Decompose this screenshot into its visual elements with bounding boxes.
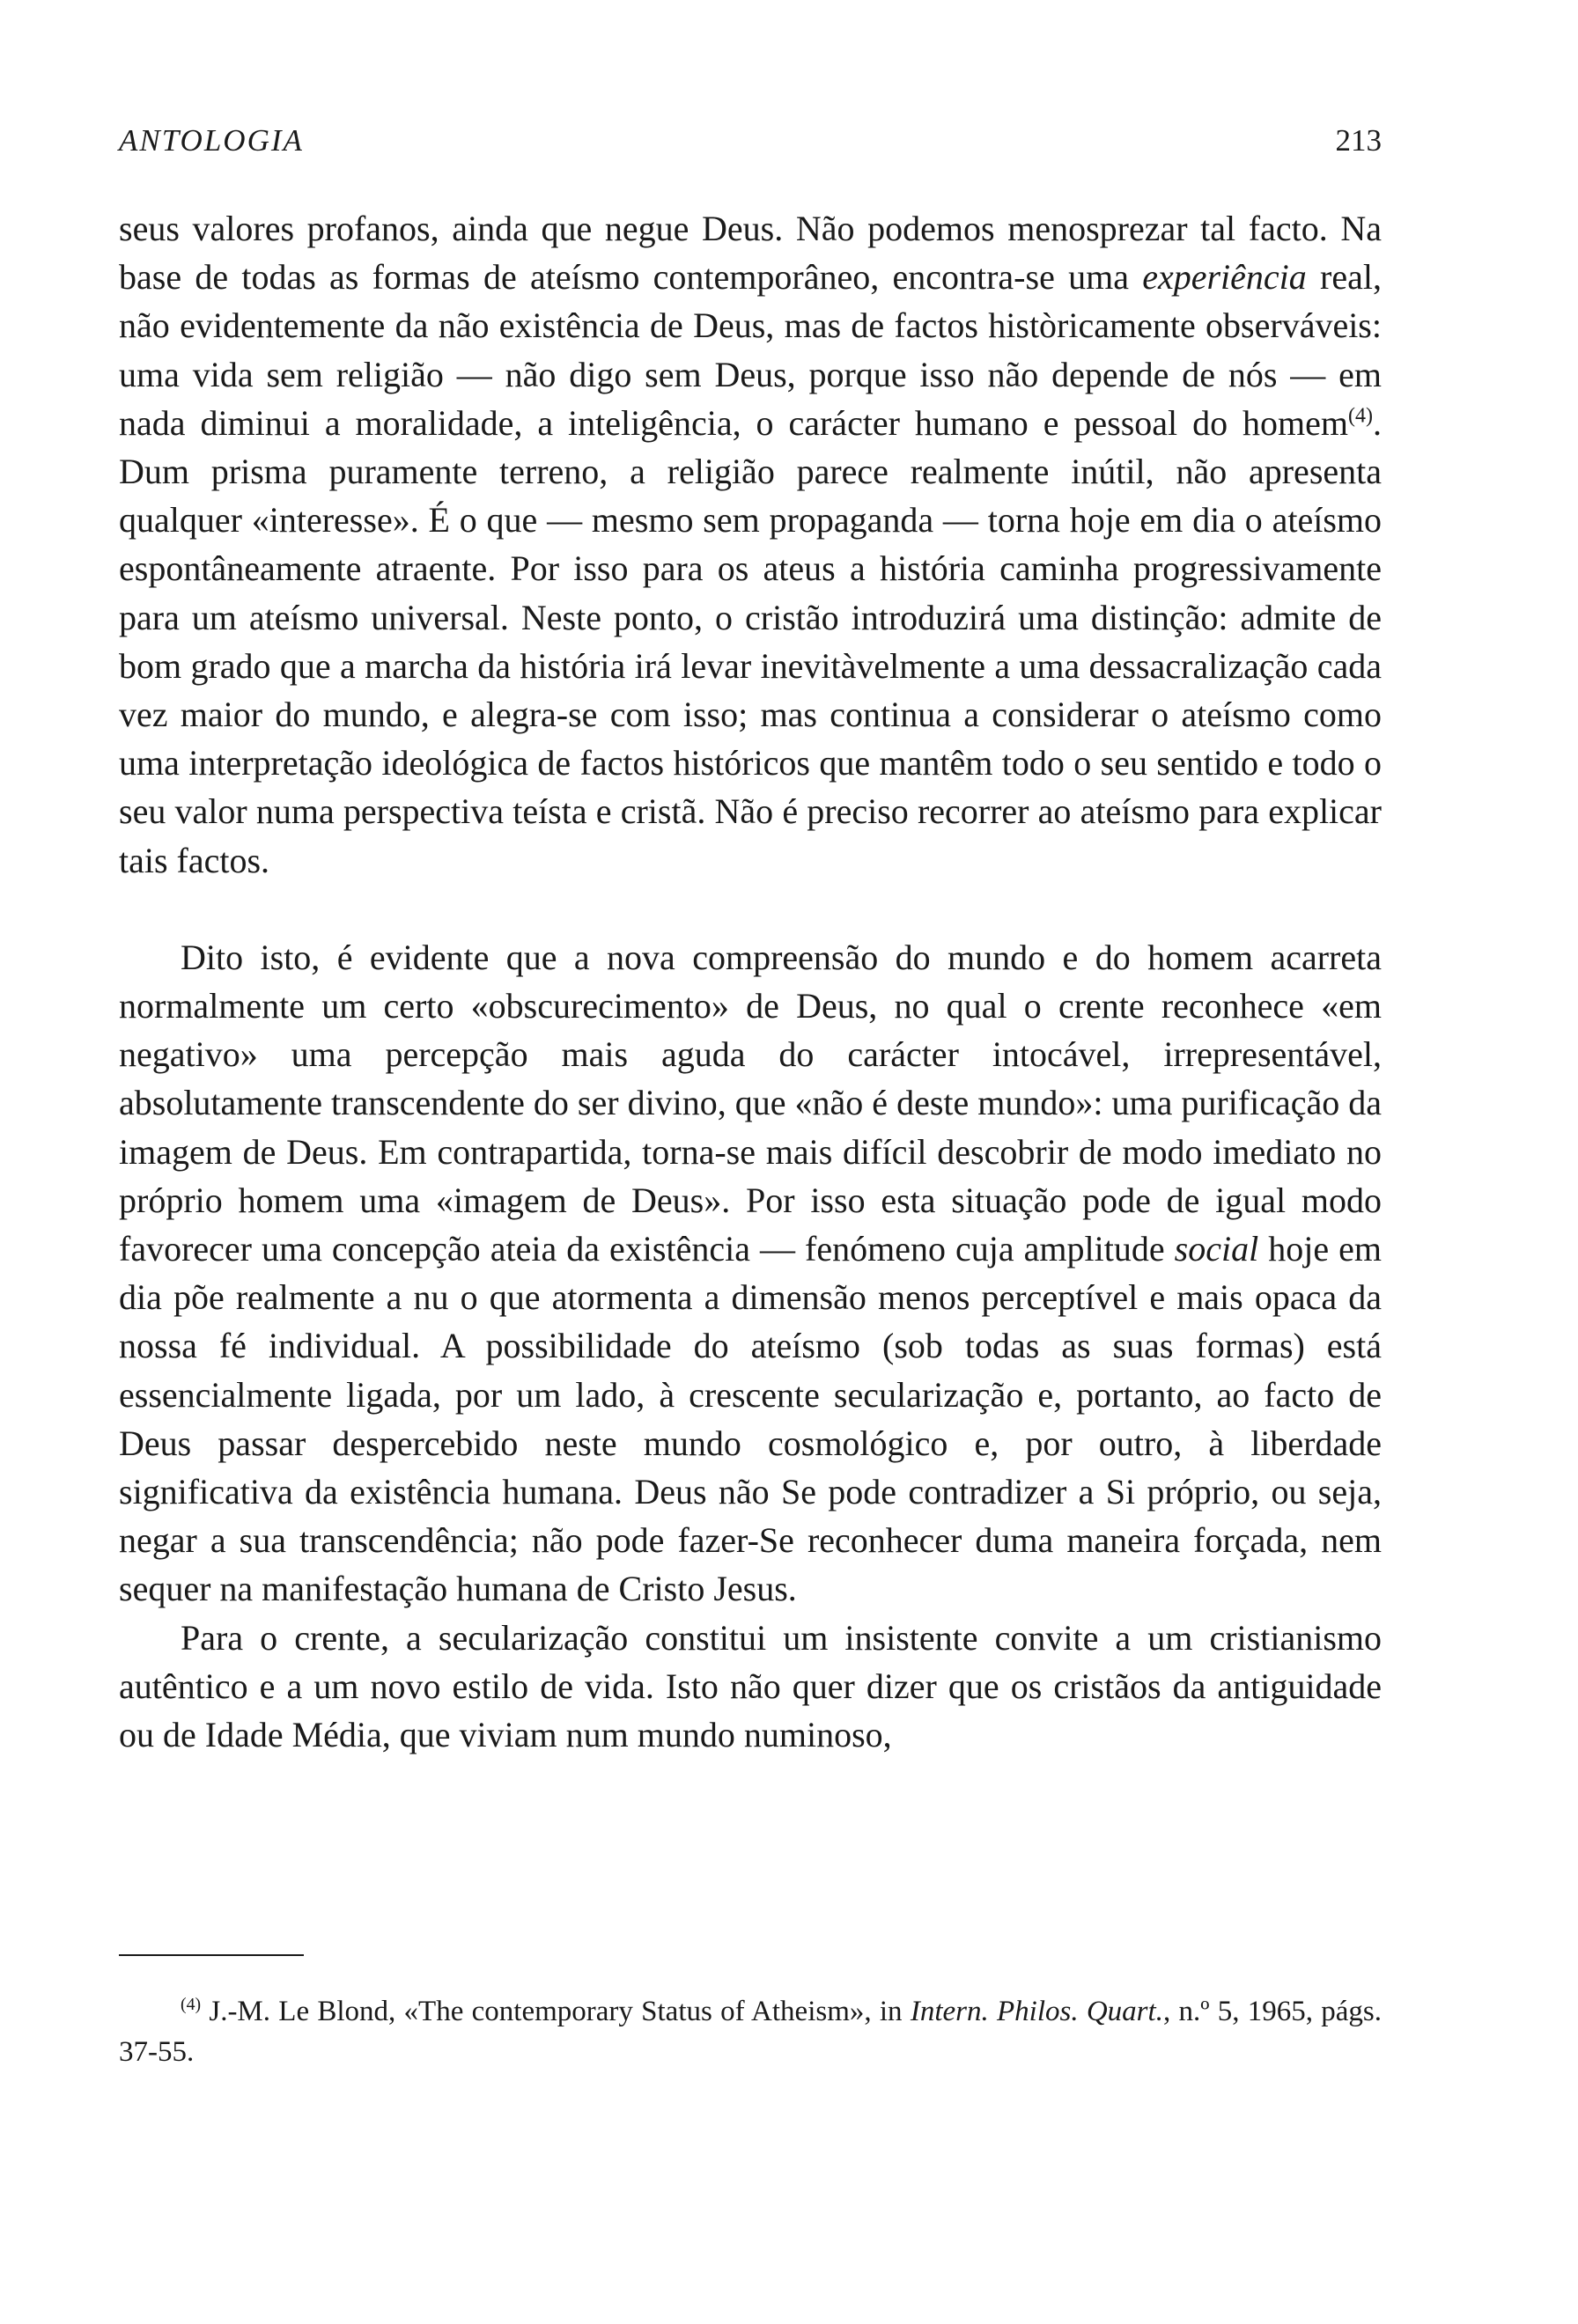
- footnote-divider: [119, 1954, 304, 1956]
- paragraph-2: [119, 933, 1382, 1614]
- running-head: ANTOLOGIA: [119, 123, 304, 158]
- page-number: 213: [1335, 123, 1382, 158]
- body-text: [119, 204, 1382, 1759]
- footnote-marker: (4): [181, 1995, 202, 2014]
- footnote-text-b: , n.º 5, 1965, págs. 37-55.: [119, 1996, 1382, 2068]
- footnote: [119, 1991, 1382, 2072]
- paragraph-1-text-a: seus valores profanos, ainda que negue Deus. Não podemos menosprezar tal facto. Na base de todas as formas de ateísmo contemporâneo, encontra-se uma: [119, 209, 1382, 298]
- paragraph-3-text: Para o crente, a secularização constitui um insistente convite a um cristianismo autêntico e a um novo estilo de vida. Isto não quer dizer que os cristãos da antiguidade ou de Idade Média, que viviam num mundo numinoso,: [119, 1617, 1382, 1755]
- footnote-reference[interactable]: (4): [1348, 404, 1373, 428]
- paragraph-2-text-b: hoje em dia põe realmente a nu o que atormenta a dimensão menos perceptível e mais opaca da nossa fé individual. A possibilidade do ateísmo (sob todas as suas formas) está essencialmente ligada, por um lado, à crescente secularização e, portanto, ao facto de Deus passar despercebido neste mundo cosmológico e, por outro, à liberdade significativa da existência humana. Deus não Se pode contradizer a Si próprio, ou seja, negar a sua transcendência; não pode fazer-Se reconhecer duma maneira forçada, nem sequer na manifestação humana de Cristo Jesus.: [119, 1229, 1382, 1609]
- paragraph-2-text-a: Dito isto, é evidente que a nova compreensão do mundo e do homem acarreta normalmente um certo «obscurecimento» de Deus, no qual o crente reconhece «em negativo» uma percepção mais aguda do carácter intocável, irrepresentável, absolutamente transcendente do ser divino, que «não é deste mundo»: uma purificação da imagem de Deus. Em contrapartida, torna-se mais difícil descobrir de modo imediato no próprio homem uma «imagem de Deus». Por isso esta situação pode de igual modo favorecer uma concepção ateia da existência — fenómeno cuja amplitude: [119, 937, 1382, 1269]
- page-header: [119, 123, 1382, 158]
- paragraph-1-emphasis: experiência: [1142, 257, 1307, 298]
- paragraph-1: [119, 204, 1382, 885]
- paragraph-3: [119, 1614, 1382, 1760]
- footnote-text-a: J.-M. Le Blond, «The contemporary Status of Atheism», in: [201, 1996, 911, 2027]
- paragraph-1-text-c: . Dum prisma puramente terreno, a religião parece realmente inútil, não apresenta qualquer «interesse». É o que — mesmo sem propaganda — torna hoje em dia o ateísmo espontâneamente atraente. Por isso para os ateus a história caminha progressivamente para um ateísmo universal. Neste ponto, o cristão introduzirá uma distinção: admite de bom grado que a marcha da história irá levar inevitàvelmente a uma dessacralização cada vez maior do mundo, e alegra-se com isso; mas continua a considerar o ateísmo como uma interpretação ideológica de factos históricos que mantêm todo o seu sentido e todo o seu valor numa perspectiva teísta e cristã. Não é preciso recorrer ao ateísmo para explicar tais factos.: [119, 402, 1382, 880]
- footnote-journal: Intern. Philos. Quart.: [910, 1996, 1163, 2027]
- paragraph-2-emphasis: social: [1174, 1229, 1259, 1269]
- paragraph-1-text-b: real, não evidentemente da não existência de Deus, mas de factos històricamente observáveis: uma vida sem religião — não digo sem Deus, porque isso não depende de nós — em nada diminui a moralidade, a inteligência, o carácter humano e pessoal do homem: [119, 257, 1382, 443]
